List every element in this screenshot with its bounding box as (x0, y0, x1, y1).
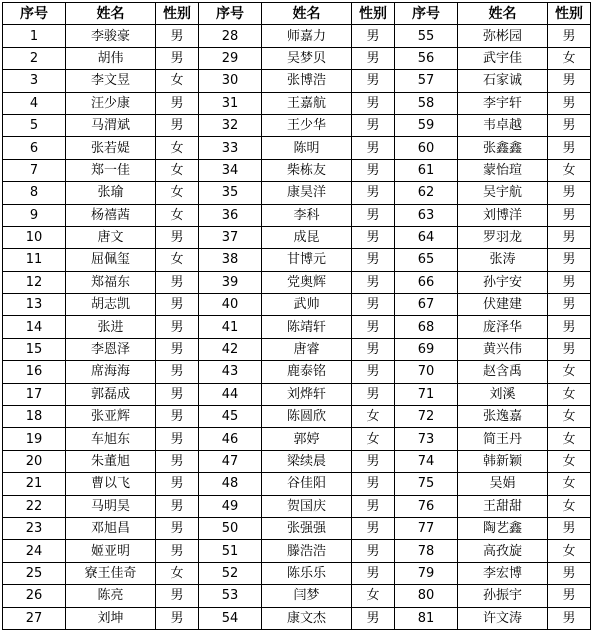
gender-cell: 女 (548, 383, 591, 405)
table-row (3, 316, 591, 338)
student-roster-table (2, 2, 591, 630)
name-cell: 王少华 (262, 114, 352, 136)
number-cell: 47 (199, 450, 262, 472)
gender-cell: 女 (352, 406, 395, 428)
table-row (3, 540, 591, 562)
number-cell: 53 (199, 585, 262, 607)
number-cell: 78 (395, 540, 458, 562)
gender-cell: 男 (352, 271, 395, 293)
header-cell: 姓名 (262, 3, 352, 25)
table-row (3, 607, 591, 629)
number-cell: 59 (395, 114, 458, 136)
name-cell: 吴宇航 (458, 182, 548, 204)
number-cell: 40 (199, 294, 262, 316)
gender-cell: 男 (352, 114, 395, 136)
header-cell: 姓名 (66, 3, 156, 25)
name-cell: 张逸嘉 (458, 406, 548, 428)
gender-cell: 男 (548, 517, 591, 539)
number-cell: 63 (395, 204, 458, 226)
name-cell: 鹿泰铭 (262, 361, 352, 383)
gender-cell: 男 (156, 226, 199, 248)
number-cell: 29 (199, 47, 262, 69)
table-row (3, 428, 591, 450)
table-row (3, 585, 591, 607)
gender-cell: 男 (548, 294, 591, 316)
number-cell: 18 (3, 406, 66, 428)
number-cell: 21 (3, 473, 66, 495)
gender-cell: 男 (156, 607, 199, 629)
gender-cell: 男 (352, 361, 395, 383)
name-cell: 伏建建 (458, 294, 548, 316)
gender-cell: 男 (156, 428, 199, 450)
gender-cell: 女 (156, 137, 199, 159)
number-cell: 24 (3, 540, 66, 562)
table-row (3, 25, 591, 47)
number-cell: 7 (3, 159, 66, 181)
number-cell: 50 (199, 517, 262, 539)
number-cell: 25 (3, 562, 66, 584)
name-cell: 吴梦贝 (262, 47, 352, 69)
gender-cell: 男 (548, 249, 591, 271)
number-cell: 27 (3, 607, 66, 629)
name-cell: 李骏豪 (66, 25, 156, 47)
gender-cell: 女 (548, 495, 591, 517)
table-row (3, 517, 591, 539)
number-cell: 15 (3, 338, 66, 360)
table-row (3, 226, 591, 248)
number-cell: 35 (199, 182, 262, 204)
number-cell: 72 (395, 406, 458, 428)
name-cell: 许文涛 (458, 607, 548, 629)
number-cell: 51 (199, 540, 262, 562)
table-row (3, 159, 591, 181)
name-cell: 康昊洋 (262, 182, 352, 204)
gender-cell: 男 (156, 316, 199, 338)
number-cell: 56 (395, 47, 458, 69)
name-cell: 王嘉航 (262, 92, 352, 114)
roster-body (3, 25, 591, 630)
name-cell: 甘博元 (262, 249, 352, 271)
name-cell: 李恩泽 (66, 338, 156, 360)
gender-cell: 男 (156, 361, 199, 383)
name-cell: 李宇轩 (458, 92, 548, 114)
number-cell: 64 (395, 226, 458, 248)
name-cell: 李科 (262, 204, 352, 226)
number-cell: 71 (395, 383, 458, 405)
gender-cell: 男 (352, 182, 395, 204)
name-cell: 邓旭昌 (66, 517, 156, 539)
gender-cell: 男 (352, 338, 395, 360)
name-cell: 石家诚 (458, 70, 548, 92)
table-row (3, 338, 591, 360)
gender-cell: 男 (156, 25, 199, 47)
gender-cell: 男 (352, 226, 395, 248)
name-cell: 张亚辉 (66, 406, 156, 428)
name-cell: 刘博洋 (458, 204, 548, 226)
name-cell: 车旭东 (66, 428, 156, 450)
name-cell: 张强强 (262, 517, 352, 539)
number-cell: 67 (395, 294, 458, 316)
gender-cell: 男 (156, 338, 199, 360)
number-cell: 75 (395, 473, 458, 495)
table-row (3, 495, 591, 517)
number-cell: 30 (199, 70, 262, 92)
name-cell: 党奥辉 (262, 271, 352, 293)
name-cell: 滕浩浩 (262, 540, 352, 562)
header-cell: 姓名 (458, 3, 548, 25)
table-row (3, 182, 591, 204)
name-cell: 李宏博 (458, 562, 548, 584)
gender-cell: 男 (352, 47, 395, 69)
gender-cell: 女 (156, 204, 199, 226)
gender-cell: 男 (352, 294, 395, 316)
gender-cell: 女 (548, 450, 591, 472)
number-cell: 36 (199, 204, 262, 226)
number-cell: 73 (395, 428, 458, 450)
gender-cell: 男 (548, 338, 591, 360)
gender-cell: 女 (156, 249, 199, 271)
number-cell: 46 (199, 428, 262, 450)
number-cell: 11 (3, 249, 66, 271)
name-cell: 唐文 (66, 226, 156, 248)
number-cell: 16 (3, 361, 66, 383)
number-cell: 69 (395, 338, 458, 360)
name-cell: 郭婷 (262, 428, 352, 450)
number-cell: 9 (3, 204, 66, 226)
number-cell: 77 (395, 517, 458, 539)
number-cell: 43 (199, 361, 262, 383)
gender-cell: 女 (548, 428, 591, 450)
name-cell: 朱董旭 (66, 450, 156, 472)
number-cell: 44 (199, 383, 262, 405)
header-cell: 性别 (548, 3, 591, 25)
gender-cell: 男 (352, 607, 395, 629)
number-cell: 80 (395, 585, 458, 607)
gender-cell: 男 (156, 114, 199, 136)
gender-cell: 男 (352, 137, 395, 159)
number-cell: 58 (395, 92, 458, 114)
name-cell: 庞泽华 (458, 316, 548, 338)
name-cell: 郑一佳 (66, 159, 156, 181)
name-cell: 张博浩 (262, 70, 352, 92)
number-cell: 23 (3, 517, 66, 539)
name-cell: 张进 (66, 316, 156, 338)
name-cell: 陈圆欣 (262, 406, 352, 428)
name-cell: 刘坤 (66, 607, 156, 629)
gender-cell: 男 (352, 473, 395, 495)
name-cell: 刘溪 (458, 383, 548, 405)
number-cell: 13 (3, 294, 66, 316)
gender-cell: 男 (548, 204, 591, 226)
header-cell: 性别 (156, 3, 199, 25)
name-cell: 王甜甜 (458, 495, 548, 517)
number-cell: 34 (199, 159, 262, 181)
table-row (3, 137, 591, 159)
number-cell: 54 (199, 607, 262, 629)
name-cell: 武帅 (262, 294, 352, 316)
student-roster-sheet (2, 2, 591, 626)
gender-cell: 男 (352, 159, 395, 181)
gender-cell: 女 (548, 159, 591, 181)
table-row (3, 562, 591, 584)
gender-cell: 女 (548, 540, 591, 562)
name-cell: 韦卓越 (458, 114, 548, 136)
number-cell: 48 (199, 473, 262, 495)
name-cell: 柴栋友 (262, 159, 352, 181)
gender-cell: 女 (548, 406, 591, 428)
number-cell: 70 (395, 361, 458, 383)
gender-cell: 男 (548, 182, 591, 204)
number-cell: 1 (3, 25, 66, 47)
table-row (3, 406, 591, 428)
name-cell: 黄兴伟 (458, 338, 548, 360)
number-cell: 3 (3, 70, 66, 92)
gender-cell: 男 (548, 137, 591, 159)
name-cell: 屈佩玺 (66, 249, 156, 271)
gender-cell: 女 (548, 473, 591, 495)
gender-cell: 男 (156, 495, 199, 517)
number-cell: 2 (3, 47, 66, 69)
number-cell: 14 (3, 316, 66, 338)
gender-cell: 男 (156, 473, 199, 495)
name-cell: 师嘉力 (262, 25, 352, 47)
gender-cell: 男 (548, 114, 591, 136)
number-cell: 52 (199, 562, 262, 584)
number-cell: 61 (395, 159, 458, 181)
gender-cell: 女 (156, 70, 199, 92)
gender-cell: 男 (156, 294, 199, 316)
name-cell: 杨禧茜 (66, 204, 156, 226)
number-cell: 10 (3, 226, 66, 248)
table-row (3, 473, 591, 495)
gender-cell: 女 (352, 585, 395, 607)
table-row (3, 450, 591, 472)
name-cell: 张瑜 (66, 182, 156, 204)
header-cell: 序号 (3, 3, 66, 25)
name-cell: 谷佳阳 (262, 473, 352, 495)
name-cell: 寮王佳奇 (66, 562, 156, 584)
table-row (3, 271, 591, 293)
name-cell: 蒙怡瑄 (458, 159, 548, 181)
name-cell: 贺国庆 (262, 495, 352, 517)
number-cell: 42 (199, 338, 262, 360)
number-cell: 41 (199, 316, 262, 338)
name-cell: 郑福东 (66, 271, 156, 293)
number-cell: 31 (199, 92, 262, 114)
name-cell: 曹以飞 (66, 473, 156, 495)
name-cell: 孙宇安 (458, 271, 548, 293)
gender-cell: 男 (352, 70, 395, 92)
name-cell: 闫梦 (262, 585, 352, 607)
gender-cell: 女 (548, 47, 591, 69)
gender-cell: 男 (548, 226, 591, 248)
gender-cell: 男 (548, 70, 591, 92)
gender-cell: 男 (156, 47, 199, 69)
header-cell: 序号 (395, 3, 458, 25)
number-cell: 32 (199, 114, 262, 136)
number-cell: 6 (3, 137, 66, 159)
gender-cell: 男 (156, 271, 199, 293)
gender-cell: 男 (156, 92, 199, 114)
gender-cell: 男 (156, 383, 199, 405)
gender-cell: 男 (548, 92, 591, 114)
gender-cell: 男 (352, 495, 395, 517)
gender-cell: 男 (156, 406, 199, 428)
number-cell: 57 (395, 70, 458, 92)
number-cell: 39 (199, 271, 262, 293)
name-cell: 刘烨轩 (262, 383, 352, 405)
name-cell: 张若媞 (66, 137, 156, 159)
number-cell: 68 (395, 316, 458, 338)
gender-cell: 男 (548, 585, 591, 607)
gender-cell: 男 (156, 450, 199, 472)
name-cell: 胡伟 (66, 47, 156, 69)
number-cell: 4 (3, 92, 66, 114)
number-cell: 8 (3, 182, 66, 204)
name-cell: 胡志凯 (66, 294, 156, 316)
table-row (3, 383, 591, 405)
number-cell: 20 (3, 450, 66, 472)
gender-cell: 男 (352, 204, 395, 226)
table-row (3, 361, 591, 383)
table-row (3, 47, 591, 69)
name-cell: 韩新颖 (458, 450, 548, 472)
name-cell: 成昆 (262, 226, 352, 248)
number-cell: 17 (3, 383, 66, 405)
number-cell: 79 (395, 562, 458, 584)
gender-cell: 男 (548, 25, 591, 47)
gender-cell: 男 (352, 540, 395, 562)
header-cell: 序号 (199, 3, 262, 25)
name-cell: 康文杰 (262, 607, 352, 629)
table-row (3, 294, 591, 316)
number-cell: 12 (3, 271, 66, 293)
gender-cell: 男 (352, 562, 395, 584)
name-cell: 武宇佳 (458, 47, 548, 69)
gender-cell: 男 (352, 25, 395, 47)
name-cell: 席海海 (66, 361, 156, 383)
gender-cell: 男 (352, 383, 395, 405)
name-cell: 简王丹 (458, 428, 548, 450)
name-cell: 张涛 (458, 249, 548, 271)
name-cell: 陈靖轩 (262, 316, 352, 338)
gender-cell: 男 (548, 271, 591, 293)
gender-cell: 男 (156, 585, 199, 607)
name-cell: 姬亚明 (66, 540, 156, 562)
number-cell: 26 (3, 585, 66, 607)
number-cell: 5 (3, 114, 66, 136)
name-cell: 郭磊成 (66, 383, 156, 405)
number-cell: 49 (199, 495, 262, 517)
gender-cell: 男 (352, 92, 395, 114)
gender-cell: 男 (352, 249, 395, 271)
gender-cell: 男 (352, 316, 395, 338)
gender-cell: 女 (352, 428, 395, 450)
name-cell: 马明昊 (66, 495, 156, 517)
name-cell: 高孜旋 (458, 540, 548, 562)
name-cell: 唐睿 (262, 338, 352, 360)
name-cell: 马渭斌 (66, 114, 156, 136)
gender-cell: 男 (548, 607, 591, 629)
table-row (3, 249, 591, 271)
name-cell: 陈明 (262, 137, 352, 159)
table-row (3, 70, 591, 92)
name-cell: 张鑫鑫 (458, 137, 548, 159)
number-cell: 19 (3, 428, 66, 450)
number-cell: 66 (395, 271, 458, 293)
name-cell: 弥彬园 (458, 25, 548, 47)
number-cell: 60 (395, 137, 458, 159)
name-cell: 汪少康 (66, 92, 156, 114)
header-cell: 性别 (352, 3, 395, 25)
number-cell: 22 (3, 495, 66, 517)
number-cell: 28 (199, 25, 262, 47)
gender-cell: 男 (352, 450, 395, 472)
number-cell: 74 (395, 450, 458, 472)
name-cell: 罗羽龙 (458, 226, 548, 248)
gender-cell: 男 (548, 316, 591, 338)
name-cell: 陈乐乐 (262, 562, 352, 584)
name-cell: 梁续晨 (262, 450, 352, 472)
gender-cell: 女 (548, 361, 591, 383)
number-cell: 37 (199, 226, 262, 248)
name-cell: 吴娟 (458, 473, 548, 495)
name-cell: 孙振宇 (458, 585, 548, 607)
gender-cell: 女 (156, 182, 199, 204)
table-row (3, 204, 591, 226)
gender-cell: 女 (156, 562, 199, 584)
number-cell: 76 (395, 495, 458, 517)
gender-cell: 男 (156, 540, 199, 562)
name-cell: 李文昱 (66, 70, 156, 92)
number-cell: 55 (395, 25, 458, 47)
gender-cell: 女 (156, 159, 199, 181)
number-cell: 45 (199, 406, 262, 428)
number-cell: 33 (199, 137, 262, 159)
number-cell: 81 (395, 607, 458, 629)
number-cell: 62 (395, 182, 458, 204)
number-cell: 38 (199, 249, 262, 271)
name-cell: 赵含禹 (458, 361, 548, 383)
gender-cell: 男 (352, 517, 395, 539)
name-cell: 陈亮 (66, 585, 156, 607)
name-cell: 陶艺鑫 (458, 517, 548, 539)
table-row (3, 92, 591, 114)
number-cell: 65 (395, 249, 458, 271)
gender-cell: 男 (548, 562, 591, 584)
header-row (3, 3, 591, 25)
table-row (3, 114, 591, 136)
gender-cell: 男 (156, 517, 199, 539)
